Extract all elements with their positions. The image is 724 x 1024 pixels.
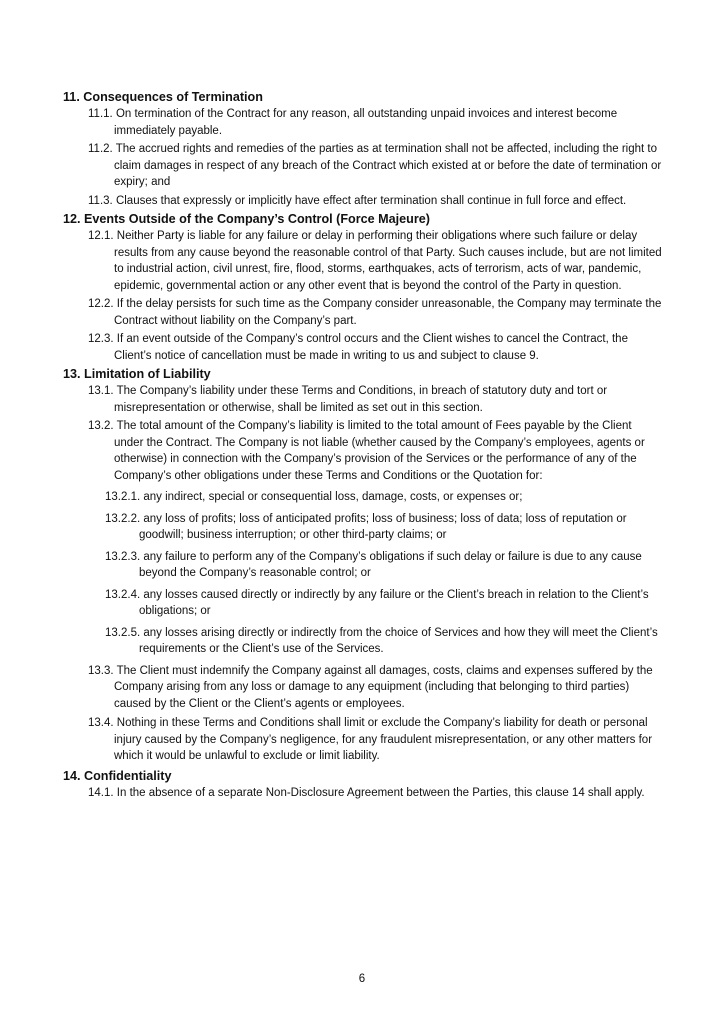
clause-text: If an event outside of the Company’s control occurs and the Client wishes to cancel the Contract, the Client’s notice of cancellation must be made in writing to us and subject to clause 9.	[114, 333, 628, 362]
section-heading: 13. Limitation of Liability	[63, 367, 211, 381]
clause-number: 13.2.5.	[105, 626, 141, 639]
clause-number: 13.1.	[88, 385, 114, 397]
clause-number: 11.2.	[88, 143, 113, 155]
clause-text: On termination of the Contract for any reason, all outstanding unpaid invoices and interest become immediately payable.	[114, 108, 618, 137]
subclause-13-2-3	[63, 549, 663, 582]
clause-number: 13.4.	[88, 717, 114, 729]
clause-12-2	[63, 296, 663, 329]
page-number: 6	[358, 973, 366, 985]
clause-text: Clauses that expressly or implicitly have effect after termination shall continue in full force and effect.	[115, 194, 627, 207]
subclause-13-2-1	[63, 489, 663, 506]
clause-12-3	[63, 331, 663, 364]
clause-13-2	[63, 418, 663, 484]
page-content	[63, 89, 663, 803]
section-12	[63, 211, 663, 364]
section-14	[63, 768, 663, 802]
section-heading: 11. Consequences of Termination	[63, 90, 263, 104]
clause-text: In the absence of a separate Non-Disclosure Agreement between the Parties, this clause 14 shall apply.	[116, 786, 645, 799]
clause-number: 12.3.	[88, 333, 114, 345]
clause-13-4	[63, 715, 663, 765]
clause-14-1	[63, 785, 663, 802]
clause-number: 13.3.	[88, 664, 114, 677]
clause-number: 12.1.	[88, 230, 114, 242]
clause-number: 13.2.2.	[105, 512, 141, 525]
clause-number: 12.2.	[88, 298, 114, 310]
clause-number: 13.2.	[88, 420, 114, 432]
clause-number: 11.1.	[88, 108, 113, 120]
clause-number: 11.3.	[88, 194, 113, 207]
clause-number: 13.2.4.	[105, 588, 141, 601]
clause-text: The accrued rights and remedies of the parties as at termination shall not be affected, including the right to claim damages in respect of any breach of the Contract which existed at or before the date of termination or expiry; and	[114, 143, 662, 188]
clause-number: 13.2.3.	[105, 550, 141, 563]
clause-number: 14.1.	[88, 786, 114, 799]
clause-text: any losses caused directly or indirectly by any failure or the Client’s breach in relation to the Client’s obligations; or	[139, 588, 649, 617]
clause-text: The Company’s liability under these Terms and Conditions, in breach of statutory duty and tort or misrepresentation or otherwise, shall be limited as set out in this section.	[114, 385, 608, 414]
section-11	[63, 89, 663, 209]
clause-text: any loss of profits; loss of anticipated profits; loss of business; loss of data; loss of reputation or goodwill; business interruption; or other third-party claims; or	[139, 512, 627, 541]
section-heading: 12. Events Outside of the Company’s Control (Force Majeure)	[63, 212, 430, 226]
subclause-13-2-5	[63, 625, 663, 658]
clause-11-1	[63, 106, 663, 139]
subclause-13-2-2	[63, 511, 663, 544]
clause-text: If the delay persists for such time as the Company consider unreasonable, the Company may terminate the Contract without liability on the Company’s part.	[114, 298, 662, 327]
clause-13-3	[63, 663, 663, 713]
clause-11-2	[63, 141, 663, 191]
clause-number: 13.2.1.	[105, 491, 141, 503]
clause-12-1	[63, 228, 663, 294]
clause-text: any losses arising directly or indirectly from the choice of Services and how they will meet the Client’s requirements or the Client’s use of the Services.	[139, 626, 658, 655]
clause-text: The Client must indemnify the Company against all damages, costs, claims and expenses suffered by the Company arising from any loss or damage to any equipment (including that belonging to third parties) caused by the Client or the Client’s agents or employees.	[114, 664, 653, 710]
section-13	[63, 366, 663, 765]
clause-text: any failure to perform any of the Company’s obligations if such delay or failure is due to any cause beyond the Company’s reasonable control; or	[139, 550, 642, 579]
subclause-13-2-4	[63, 587, 663, 620]
clause-11-3	[63, 193, 663, 210]
clause-text: The total amount of the Company’s liability is limited to the total amount of Fees payable by the Client under the Contract. The Company is not liable (whether caused by the Company’s employees, agents or otherwise) in connection with the Company’s provision of the Services or the performance of any of the Company’s other obligations under these Terms and Conditions or the Quotation for:	[114, 420, 645, 482]
section-heading: 14. Confidentiality	[63, 768, 172, 783]
clause-text: Nothing in these Terms and Conditions shall limit or exclude the Company’s liability for death or personal injury caused by the Company’s negligence, for any fraudulent misrepresentation, or any other matters for which it would be unlawful to exclude or limit liability.	[114, 717, 653, 762]
clause-13-1	[63, 383, 663, 416]
clause-text: any indirect, special or consequential loss, damage, costs, or expenses or;	[143, 491, 523, 503]
clause-text: Neither Party is liable for any failure or delay in performing their obligations where such failure or delay results from any cause beyond the reasonable control of that Party. Such causes include, but are not limited to industrial action, civil unrest, fire, flood, storms, earthquakes, acts of terrorism, acts of war, pandemic, epidemic, governmental action or any other event that is beyond the control of the Party in question.	[114, 230, 662, 292]
